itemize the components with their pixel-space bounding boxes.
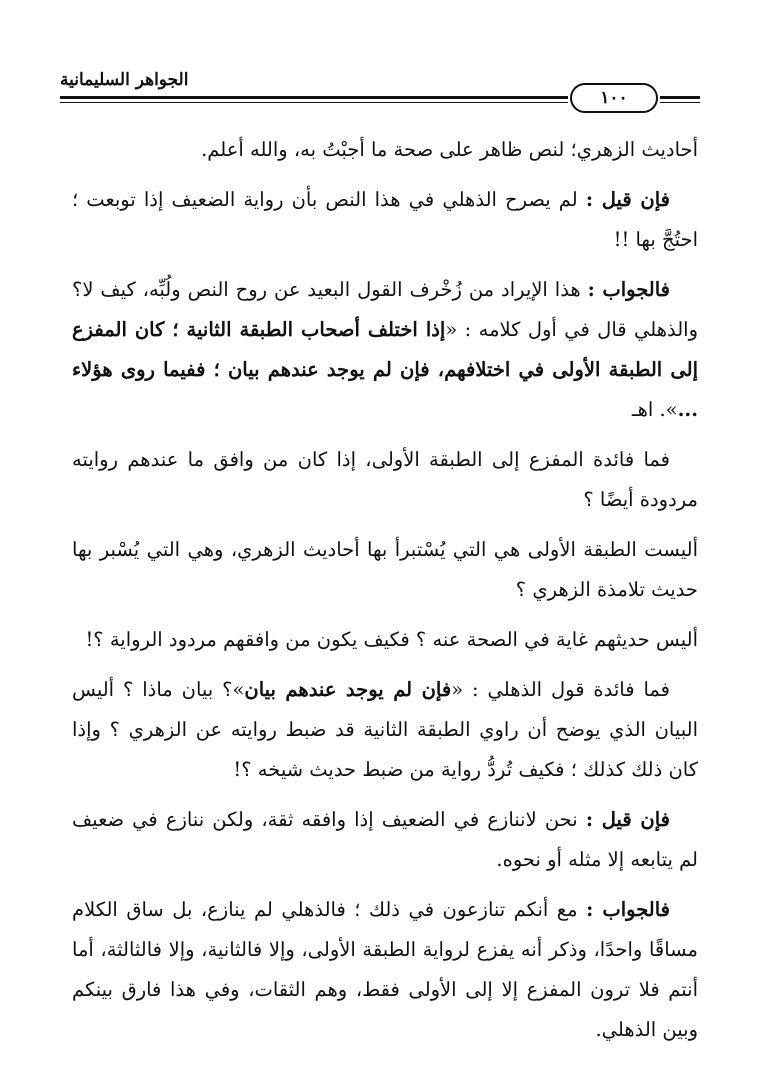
paragraph-3: فالجواب : هذا الإيراد من زُخْرف القول البعيد عن روح النص ولُبِّه، كيف لا؟ والذهلي قال في أول كلامه : «إذا اختلف أصحاب الطبقة الثانية ؛ كان المفزع إلى الطبقة الأولى في اختلافهم، فإن لم يوجد عندهم بيان ؛ ففيما روى هؤلاء ...». اهـ <box>72 278 698 421</box>
running-header <box>60 66 700 122</box>
paragraph-9: فالجواب : مع أنكم تنازعون في ذلك ؛ فالذهلي لم ينازع، بل ساق الكلام مساقًا واحدًا، وذكر أنه يفزع لرواية الطبقة الأولى، وإلا فالثانية، وإلا فالثالثة، أما أنتم فلا ترون المفزع إلا إلى الأولى فقط، وهم الثقات، وفي هذا فارق بينكم وبين الذهلي. <box>72 898 698 1041</box>
paragraph-2: فإن قيل : لم يصرح الذهلي في هذا النص بأن رواية الضعيف إذا توبعت ؛ احتُجَّ بها !! <box>72 188 698 251</box>
quoted-text: فإن لم يوجد عندهم بيان <box>244 678 452 701</box>
paragraph-1: أحاديث الزهري؛ لنص ظاهر على صحة ما أجبْتُ به، والله أعلم. <box>201 138 698 161</box>
paragraph-lead: فالجواب : <box>586 898 670 921</box>
paragraph-8: فإن قيل : نحن لاننازع في الضعيف إذا وافقه ثقة، ولكن ننازع في ضعيف لم يتابعه إلا مثله أو نحوه. <box>72 808 698 871</box>
book-title: الجواهر السليمانية <box>60 70 189 90</box>
paragraph-lead: فإن قيل : <box>585 188 670 211</box>
paragraph-lead: فالجواب : <box>587 278 670 301</box>
quoted-text: إذا اختلف أصحاب الطبقة الثانية ؛ كان المفزع إلى الطبقة الأولى في اختلافهم، فإن لم يوجد عندهم بيان ؛ ففيما روى هؤلاء ... <box>72 318 698 421</box>
header-rule-right <box>660 96 700 103</box>
paragraph-4: فما فائدة المفزع إلى الطبقة الأولى، إذا كان من وافق ما عندهم روايته مردودة أيضًا ؟ <box>72 448 698 511</box>
paragraph-7: فما فائدة قول الذهلي : «فإن لم يوجد عندهم بيان»؟ بيان ماذا ؟ أليس البيان الذي يوضح أن راوي الطبقة الثانية قد ضبط روايته عن الزهري ؟ وإذا كان ذلك كذلك ؛ فكيف تُردُّ رواية من ضبط حديث شيخه ؟! <box>72 678 698 781</box>
paragraph-lead: فإن قيل : <box>585 808 670 831</box>
page-body <box>72 130 698 1060</box>
paragraph-6: أليس حديثهم غاية في الصحة عنه ؟ فكيف يكون من وافقهم مردود الرواية ؟! <box>85 628 698 651</box>
paragraph-5: أليست الطبقة الأولى هي التي يُسْتبرأ بها أحاديث الزهري، وهي التي يُسْبر بها حديث تلامذة الزهري ؟ <box>72 538 698 601</box>
page-number: ١٠٠ <box>570 83 658 113</box>
header-rule-left <box>60 96 568 103</box>
